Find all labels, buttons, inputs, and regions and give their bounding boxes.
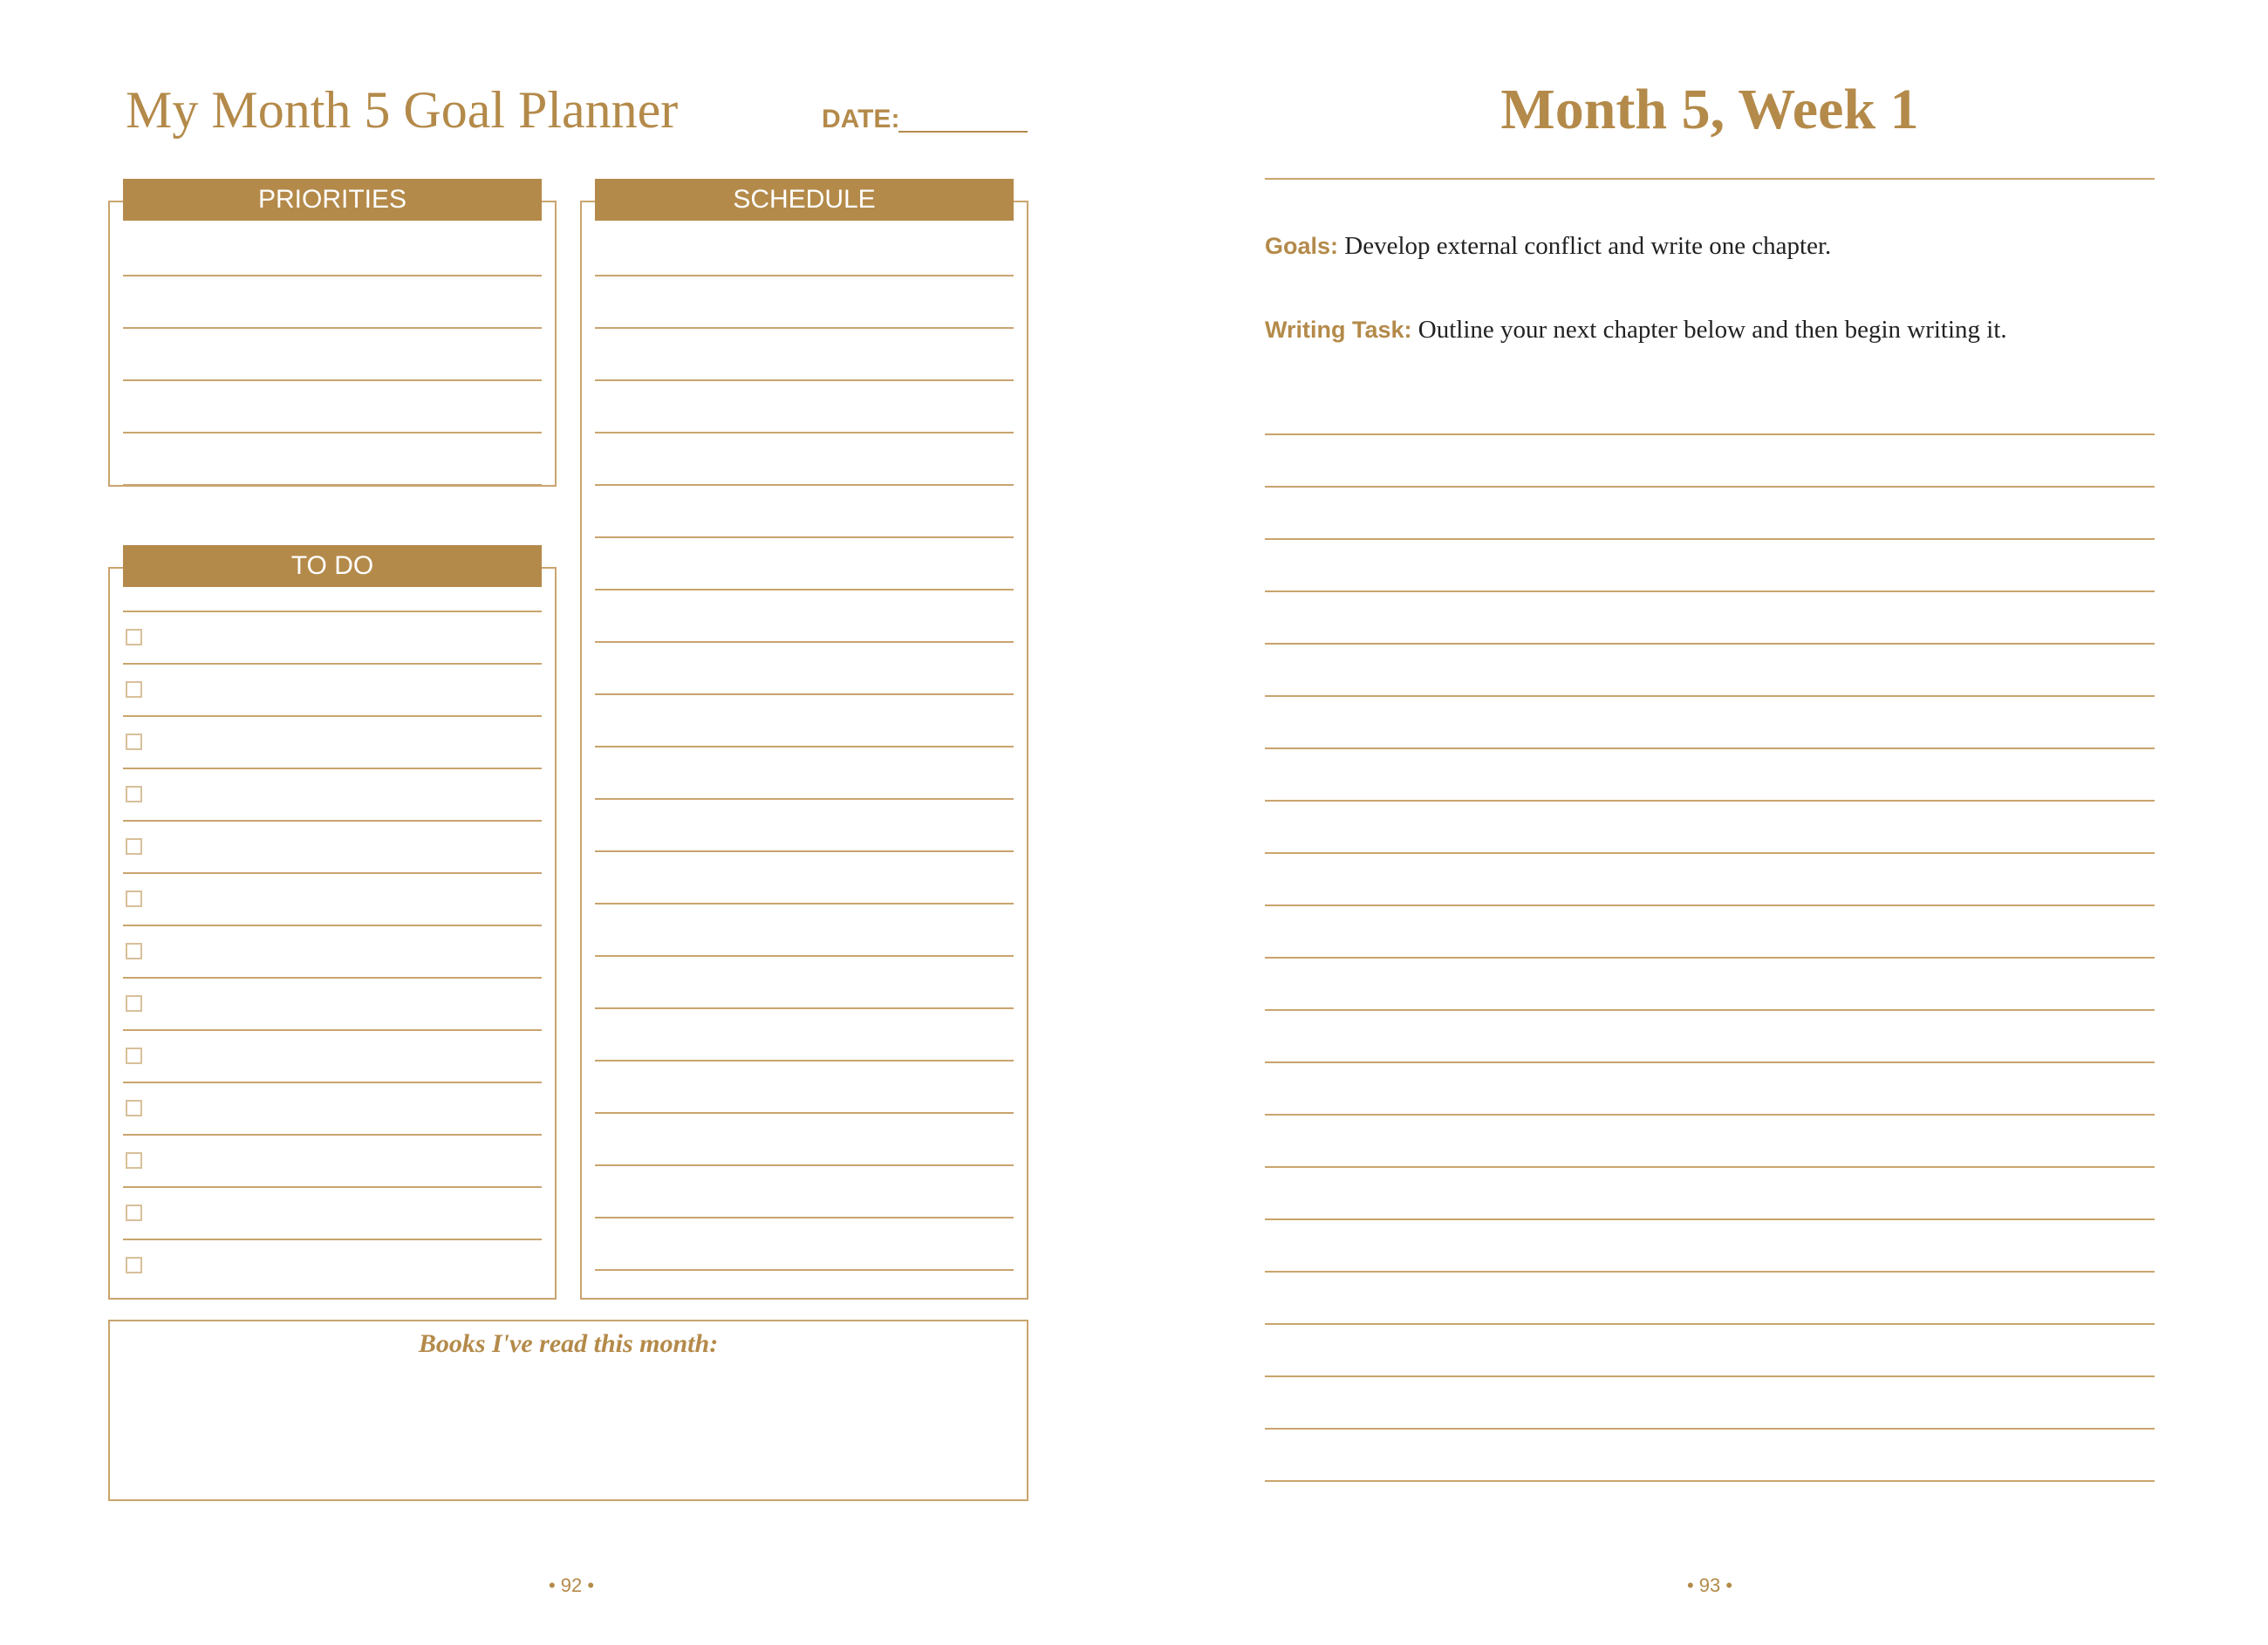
checkbox-icon[interactable] [126,1152,142,1169]
todo-line[interactable] [123,768,542,769]
checkbox-icon[interactable] [126,681,142,698]
week-title: Month 5, Week 1 [1500,78,1919,141]
writing-line[interactable] [1265,800,2155,802]
page-number-right: • 93 • [1686,1574,1733,1596]
writing-line[interactable] [1265,1323,2155,1325]
writing-line[interactable] [1265,1271,2155,1273]
todo-line[interactable] [123,1186,542,1188]
schedule-line[interactable] [595,432,1014,433]
planner-title: My Month 5 Goal Planner [126,81,679,139]
writing-line[interactable] [1265,1428,2155,1430]
todo-line[interactable] [123,663,542,665]
schedule-line[interactable] [595,379,1014,381]
priority-line[interactable] [123,327,542,329]
writing-line[interactable] [1265,1480,2155,1482]
writing-task-line [1265,316,2007,345]
checkbox-icon[interactable] [126,943,142,959]
writing-line[interactable] [1265,433,2155,435]
schedule-line[interactable] [595,641,1014,643]
title-rule [1265,178,2155,180]
goals-label: Goals: [1265,233,1339,259]
goals-text: Develop external conflict and write one chapter. [1338,232,1832,260]
todo-line[interactable] [123,872,542,874]
schedule-line[interactable] [595,589,1014,590]
checkbox-icon[interactable] [126,1257,142,1273]
checkbox-icon[interactable] [126,1205,142,1221]
writing-lines[interactable] [1265,433,2155,434]
todo-line[interactable] [123,611,542,612]
schedule-lines[interactable] [595,275,1014,276]
schedule-line[interactable] [595,275,1014,276]
goals-line [1265,232,1831,261]
writing-line[interactable] [1265,695,2155,697]
checkbox-icon[interactable] [126,995,142,1012]
date-label: DATE: [822,105,900,133]
page-number-left: • 92 • [548,1574,595,1596]
schedule-line[interactable] [595,327,1014,329]
checkbox-icon[interactable] [126,1048,142,1064]
todo-line[interactable] [123,1134,542,1136]
checkbox-icon[interactable] [126,786,142,802]
writing-line[interactable] [1265,1218,2155,1220]
writing-line[interactable] [1265,590,2155,592]
todo-line[interactable] [123,1239,542,1240]
checkbox-icon[interactable] [126,734,142,750]
schedule-line[interactable] [595,850,1014,852]
priorities-lines[interactable] [123,275,542,276]
writing-task-label: Writing Task: [1265,317,1412,343]
schedule-line[interactable] [595,1269,1014,1271]
schedule-box [580,201,1028,1300]
schedule-line[interactable] [595,1164,1014,1166]
checkbox-icon[interactable] [126,1100,142,1116]
todo-line[interactable] [123,715,542,717]
todo-line[interactable] [123,1082,542,1083]
writing-line[interactable] [1265,904,2155,906]
schedule-line[interactable] [595,536,1014,538]
writing-line[interactable] [1265,486,2155,488]
writing-line[interactable] [1265,1375,2155,1377]
writing-line[interactable] [1265,1114,2155,1116]
todo-line[interactable] [123,820,542,822]
writing-line[interactable] [1265,1166,2155,1168]
writing-line[interactable] [1265,1009,2155,1011]
writing-line[interactable] [1265,643,2155,645]
priority-line[interactable] [123,432,542,433]
books-label: Books I've read this month: [418,1329,719,1358]
priority-line[interactable] [123,484,542,486]
writing-line[interactable] [1265,852,2155,854]
todo-line[interactable] [123,1029,542,1031]
writing-line[interactable] [1265,1061,2155,1063]
checkbox-icon[interactable] [126,838,142,855]
todo-line[interactable] [123,925,542,926]
writing-line[interactable] [1265,957,2155,959]
date-field-line[interactable] [898,131,1028,133]
schedule-header: SCHEDULE [595,179,1014,221]
schedule-line[interactable] [595,1217,1014,1218]
checkbox-icon[interactable] [126,891,142,907]
writing-line[interactable] [1265,747,2155,749]
schedule-line[interactable] [595,798,1014,800]
writing-line[interactable] [1265,538,2155,540]
schedule-line[interactable] [595,746,1014,747]
schedule-line[interactable] [595,484,1014,486]
priority-line[interactable] [123,275,542,276]
checkbox-icon[interactable] [126,629,142,645]
schedule-line[interactable] [595,1060,1014,1061]
todo-header: TO DO [123,545,542,587]
schedule-line[interactable] [595,1007,1014,1009]
schedule-line[interactable] [595,1112,1014,1114]
todo-line[interactable] [123,977,542,979]
priority-line[interactable] [123,379,542,381]
writing-task-text: Outline your next chapter below and then begin writing it. [1411,316,2007,344]
priorities-header: PRIORITIES [123,179,542,221]
schedule-line[interactable] [595,903,1014,904]
schedule-line[interactable] [595,693,1014,695]
todo-box [108,567,557,1300]
priorities-box [108,201,557,487]
schedule-line[interactable] [595,955,1014,957]
